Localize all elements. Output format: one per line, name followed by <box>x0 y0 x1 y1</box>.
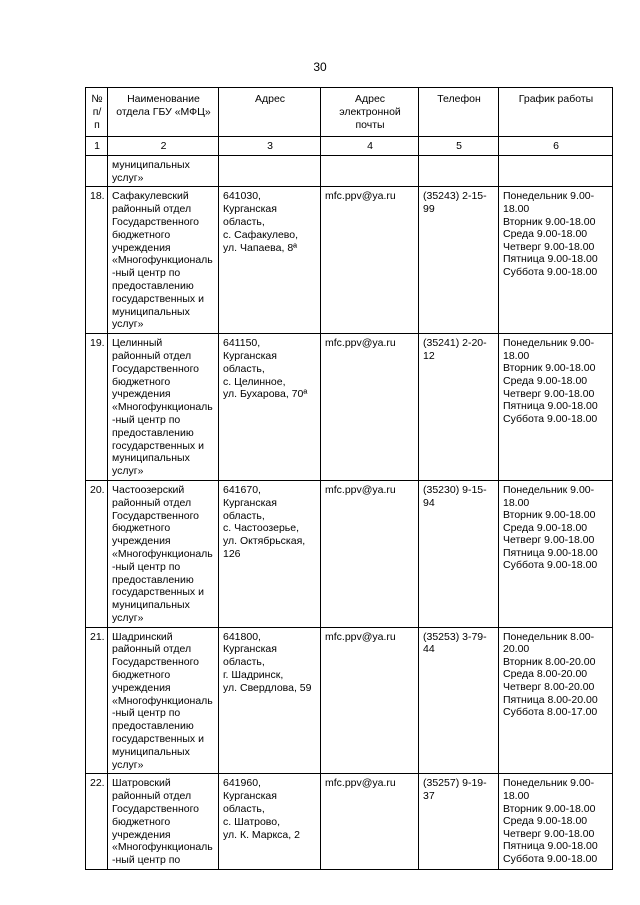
cell-phone: (35243) 2-15- 99 <box>419 187 499 334</box>
cell-address: 641150, Курганская область, с. Целинное, ул. Бухарова, 70ª <box>219 334 321 481</box>
schedule-line: Пятница 8.00-20.00 <box>503 693 598 706</box>
cell-email: mfc.ppv@ya.ru <box>321 774 419 870</box>
cell-schedule <box>499 480 613 627</box>
schedule-line: Суббота 9.00-18.00 <box>503 265 598 278</box>
cell-number: 21. <box>86 627 108 774</box>
table-row <box>86 774 613 870</box>
cell-phone <box>419 155 499 187</box>
cell-email: mfc.ppv@ya.ru <box>321 187 419 334</box>
schedule-line: Вторник 9.00-18.00 <box>503 215 596 228</box>
cell-name: муниципальных услуг» <box>108 155 219 187</box>
schedule-line: Суббота 9.00-18.00 <box>503 412 598 425</box>
cell-schedule <box>499 187 613 334</box>
cell-number: 20. <box>86 480 108 627</box>
schedule-line: Четверг 9.00-18.00 <box>503 387 595 400</box>
cell-address <box>219 155 321 187</box>
schedule-line: Суббота 8.00-17.00 <box>503 706 598 719</box>
table-row <box>86 334 613 481</box>
cell-schedule <box>499 627 613 774</box>
column-number: 3 <box>219 137 321 156</box>
mfc-offices-table <box>85 87 613 870</box>
schedule-line: Четверг 9.00-18.00 <box>503 240 595 253</box>
schedule-line: Понедельник 8.00- 20.00 <box>503 630 595 656</box>
column-number: 6 <box>499 137 613 156</box>
continuation-row <box>86 155 613 187</box>
cell-schedule <box>499 155 613 187</box>
schedule-line: Вторник 9.00-18.00 <box>503 509 596 522</box>
schedule-line: Четверг 8.00-20.00 <box>503 681 595 694</box>
schedule-line: Понедельник 9.00- 18.00 <box>503 190 595 215</box>
cell-email <box>321 155 419 187</box>
cell-phone: (35257) 9-19- 37 <box>419 774 499 870</box>
schedule-line: Пятница 9.00-18.00 <box>503 546 598 559</box>
schedule-line: Понедельник 9.00- 18.00 <box>503 337 595 362</box>
schedule-line: Понедельник 9.00- 18.00 <box>503 483 595 509</box>
schedule-line: Четверг 9.00-18.00 <box>503 827 595 840</box>
schedule-line: Пятница 9.00-18.00 <box>503 253 598 266</box>
page-number: 30 <box>313 60 327 74</box>
cell-address: 641960, Курганская область, с. Шатрово, ул. К. Маркса, 2 <box>219 774 321 870</box>
cell-name: Сафакулевский районный отдел Государственного бюджетного учреждения «Многофункциональ -ный центр по предоставлению государственных и муниципальных услуг» <box>108 187 219 334</box>
schedule-line: Суббота 9.00-18.00 <box>503 853 598 866</box>
cell-schedule <box>499 774 613 870</box>
cell-number: 22. <box>86 774 108 870</box>
cell-phone: (35230) 9-15- 94 <box>419 480 499 627</box>
cell-address: 641030, Курганская область, с. Сафакулево, ул. Чапаева, 8ª <box>219 187 321 334</box>
column-number: 1 <box>86 137 108 156</box>
cell-email: mfc.ppv@ya.ru <box>321 627 419 774</box>
table-header-row <box>86 88 613 137</box>
header-number: № п/п <box>86 88 108 137</box>
schedule-line: Четверг 9.00-18.00 <box>503 534 595 547</box>
column-number: 2 <box>108 137 219 156</box>
cell-phone: (35253) 3-79- 44 <box>419 627 499 774</box>
header-schedule: График работы <box>499 88 613 137</box>
schedule-line: Среда 9.00-18.00 <box>503 228 588 241</box>
cell-number: 19. <box>86 334 108 481</box>
schedule-line: Пятница 9.00-18.00 <box>503 400 598 413</box>
cell-name: Шатровский районный отдел Государственного бюджетного учреждения «Многофункциональ -ный центр по <box>108 774 219 870</box>
schedule-line: Вторник 9.00-18.00 <box>503 802 596 815</box>
cell-number <box>86 155 108 187</box>
column-number: 4 <box>321 137 419 156</box>
cell-name: Частоозерский районный отдел Государственного бюджетного учреждения «Многофункциональ -ный центр по предоставлению государственных и муниципальных услуг» <box>108 480 219 627</box>
schedule-line: Среда 9.00-18.00 <box>503 815 588 828</box>
header-address: Адрес <box>219 88 321 137</box>
header-email: Адрес электронной почты <box>321 88 419 137</box>
schedule-line: Понедельник 9.00- 18.00 <box>503 777 595 803</box>
column-numbers-row <box>86 137 613 156</box>
schedule-line: Суббота 9.00-18.00 <box>503 559 598 572</box>
cell-number: 18. <box>86 187 108 334</box>
cell-name: Целинный районный отдел Государственного бюджетного учреждения «Многофункциональ -ный центр по предоставлению государственных и муниципальных услуг» <box>108 334 219 481</box>
schedule-line: Пятница 9.00-18.00 <box>503 840 598 853</box>
cell-address: 641800, Курганская область, г. Шадринск, ул. Свердлова, 59 <box>219 627 321 774</box>
schedule-line: Вторник 8.00-20.00 <box>503 655 596 668</box>
cell-email: mfc.ppv@ya.ru <box>321 334 419 481</box>
cell-name: Шадринский районный отдел Государственного бюджетного учреждения «Многофункциональ -ный центр по предоставлению государственных и муниципальных услуг» <box>108 627 219 774</box>
cell-phone: (35241) 2-20- 12 <box>419 334 499 481</box>
table-row <box>86 480 613 627</box>
schedule-line: Вторник 9.00-18.00 <box>503 362 596 375</box>
schedule-line: Среда 8.00-20.00 <box>503 668 588 681</box>
cell-address: 641670, Курганская область, с. Частоозерье, ул. Октябрьская, 126 <box>219 480 321 627</box>
column-number: 5 <box>419 137 499 156</box>
table-row <box>86 627 613 774</box>
schedule-line: Среда 9.00-18.00 <box>503 521 588 534</box>
table-row <box>86 187 613 334</box>
header-name: Наименование отдела ГБУ «МФЦ» <box>108 88 219 137</box>
header-phone: Телефон <box>419 88 499 137</box>
cell-email: mfc.ppv@ya.ru <box>321 480 419 627</box>
schedule-line: Среда 9.00-18.00 <box>503 374 588 387</box>
cell-schedule <box>499 334 613 481</box>
